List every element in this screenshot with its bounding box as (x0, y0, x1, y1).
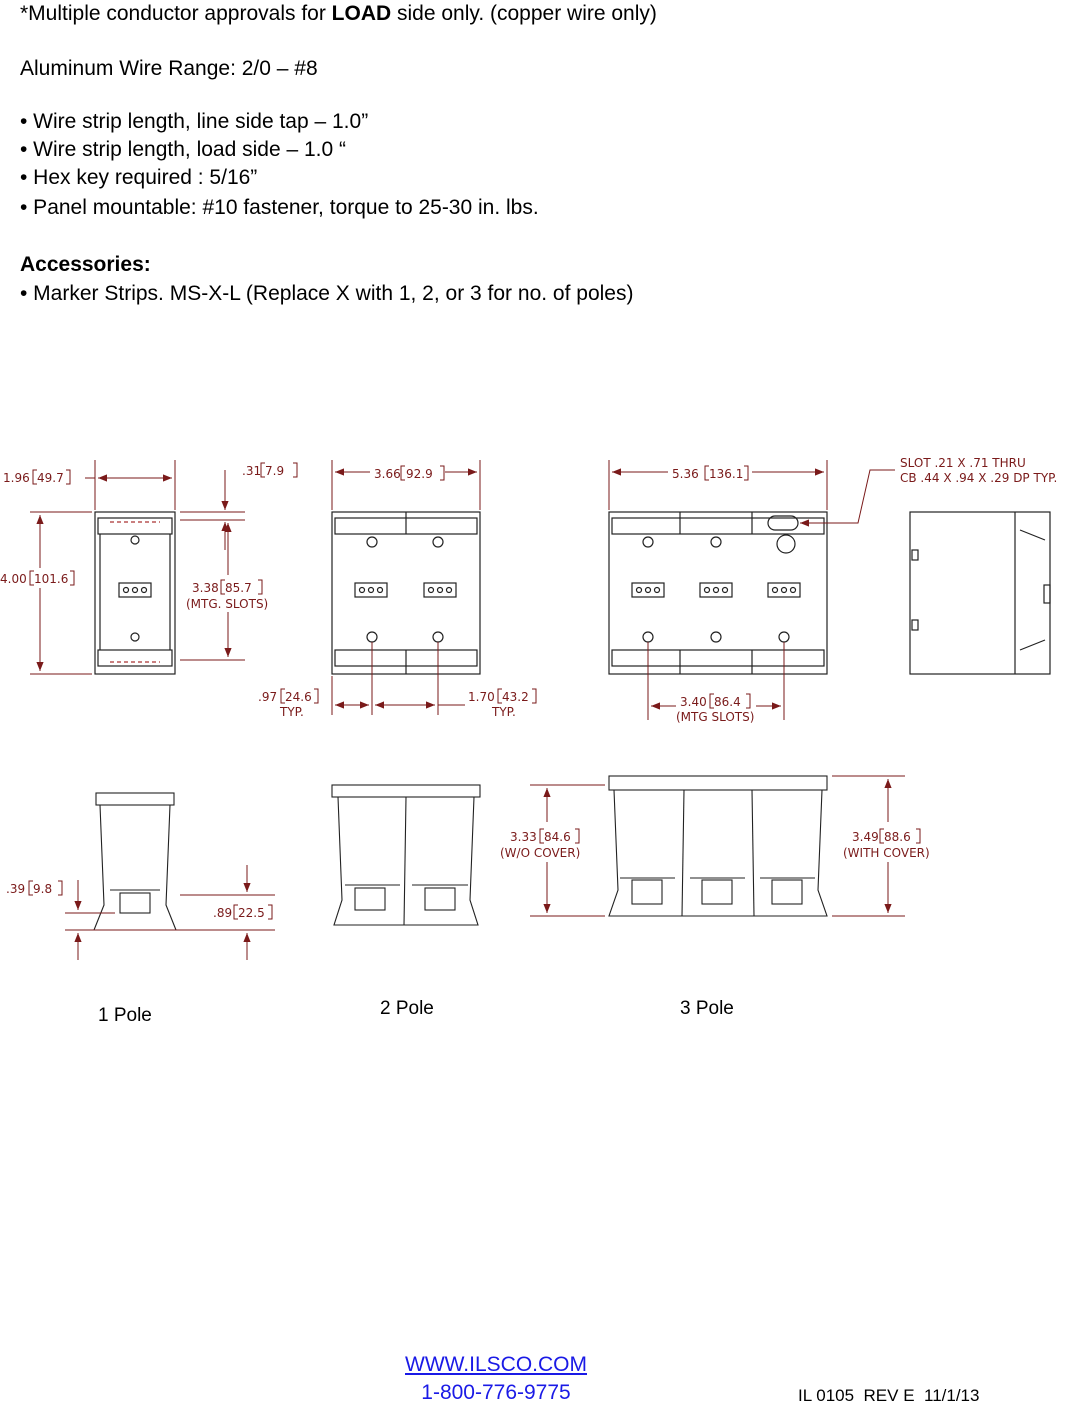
accessory-marker-strips: • Marker Strips. MS-X-L (Replace X with 1, 2, or 3 for no. of poles) (20, 282, 634, 305)
dim-wo-cover-mm: 84.6 (544, 830, 571, 844)
bullet-strip-load: • Wire strip length, load side – 1.0 “ (20, 138, 347, 161)
dim-1pole-width-mm: 49.7 (37, 471, 64, 485)
dim-height-in: 4.00 (0, 572, 27, 586)
dim-with-cover-in: 3.49 (852, 830, 879, 844)
bullet-strip-line: • Wire strip length, line side tap – 1.0” (20, 110, 369, 133)
top-view-2-pole (332, 512, 480, 674)
accessories-heading: Accessories: (20, 253, 151, 276)
dim-mtg-label: (MTG. SLOTS) (186, 597, 269, 611)
dim-base-in: .39 (6, 882, 26, 896)
dim-offset-mm: 24.6 (285, 690, 312, 704)
dim-base-mm: 9.8 (33, 882, 53, 896)
slot-note-line1: SLOT .21 X .71 THRU (900, 456, 1026, 470)
slot-note-line2: CB .44 X .94 X .29 DP TYP. (900, 471, 1058, 485)
dim-2pole-width-mm: 92.9 (406, 467, 433, 481)
dim-3pole-width-mm: 136.1 (709, 467, 744, 481)
dim-with-cover-mm: 88.6 (884, 830, 911, 844)
label-2-pole: 2 Pole (380, 998, 434, 1019)
front-view-1-pole (94, 793, 176, 930)
dim-3pole-mtg-label: (MTG SLOTS) (676, 710, 755, 724)
phone-number: 1-800-776-9775 (421, 1381, 571, 1404)
front-view-3-pole (609, 776, 827, 916)
label-1-pole: 1 Pole (98, 1005, 152, 1026)
bullet-hex-key: • Hex key required : 5/16” (20, 166, 258, 189)
dim-mtg-in: 3.38 (192, 581, 219, 595)
top-view-1-pole (95, 512, 175, 674)
dim-3pole-mtg-mm: 86.4 (714, 695, 741, 709)
note-prefix: *Multiple conductor approvals for (20, 2, 332, 25)
dim-wo-cover-label: (W/O COVER) (500, 846, 581, 860)
dim-height-mm: 101.6 (34, 572, 69, 586)
dim-top-offset-mm: 7.9 (265, 464, 285, 478)
dim-3pole-mtg-in: 3.40 (680, 695, 707, 709)
note-suffix: side only. (copper wire only) (391, 2, 657, 25)
revision-info: IL 0105 REV E 11/1/13 (798, 1386, 980, 1405)
label-3-pole: 3 Pole (680, 998, 734, 1019)
dim-offset-in: .97 (258, 690, 278, 704)
dim-pitch-mm: 43.2 (502, 690, 529, 704)
side-view (910, 512, 1050, 674)
dim-1pole-width-in: 1.96 (3, 471, 30, 485)
dim-pitch-in: 1.70 (468, 690, 495, 704)
dim-foot-in: .89 (213, 906, 233, 920)
dim-3pole-width-in: 5.36 (672, 467, 699, 481)
website-link[interactable]: WWW.ILSCO.COM (405, 1353, 587, 1376)
dim-foot-mm: 22.5 (238, 906, 265, 920)
front-view-2-pole (332, 785, 480, 925)
dim-offset-typ: TYP. (280, 705, 304, 719)
top-view-3-pole (609, 512, 827, 674)
dim-pitch-typ: TYP. (492, 705, 516, 719)
dim-with-cover-label: (WITH COVER) (843, 846, 930, 860)
dim-2pole-width-in: 3.66 (374, 467, 401, 481)
dim-mtg-mm: 85.7 (225, 581, 252, 595)
bullet-panel-mountable: • Panel mountable: #10 fastener, torque to 25-30 in. lbs. (20, 196, 539, 219)
dim-top-offset-in: .31 (242, 464, 262, 478)
aluminum-wire-range: Aluminum Wire Range: 2/0 – #8 (20, 57, 318, 80)
note-bold-load: LOAD (331, 2, 392, 25)
dim-wo-cover-in: 3.33 (510, 830, 537, 844)
